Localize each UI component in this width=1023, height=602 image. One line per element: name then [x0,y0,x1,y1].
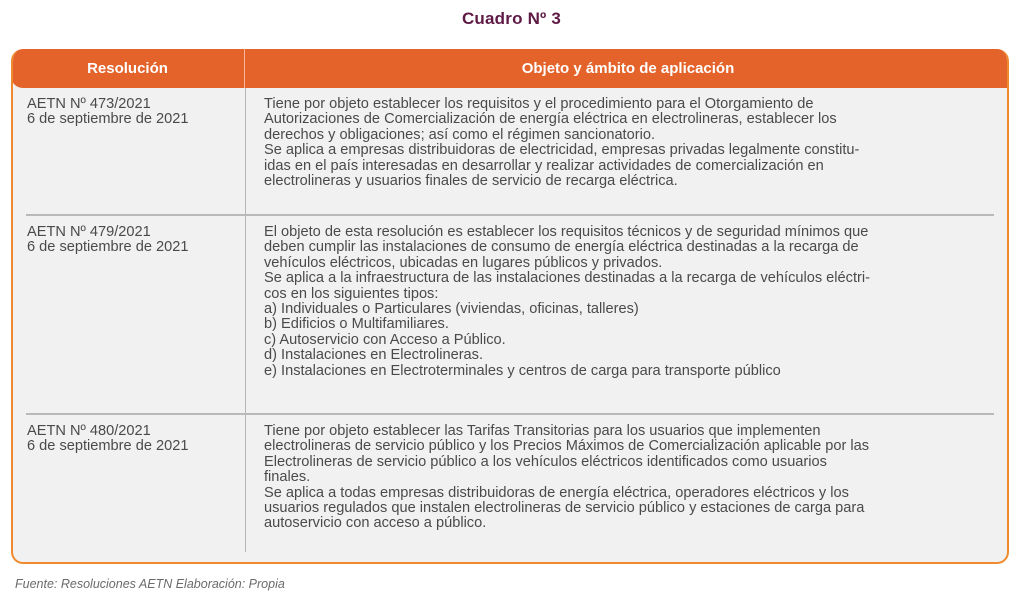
source-note: Fuente: Resoluciones AETN Elaboración: Propia [15,577,285,591]
description-line: autoservicio con acceso a público. [264,515,487,532]
description-line: cos en los siguientes tipos: [264,285,439,302]
description-line: electrolineras y usuarios finales de servicio de recarga eléctrica. [264,173,678,190]
description-line: b) Edificios o Multifamiliares. [264,316,449,333]
header-resolucion: Resolución [11,49,245,88]
description-cell [245,415,1007,552]
resolution-number: AETN Nº 480/2021 [27,423,151,439]
resolutions-table [11,49,1009,564]
resolution-date: 6 de septiembre de 2021 [27,239,189,256]
description-line: Se aplica a la infraestructura de las instalaciones destinadas a la recarga de vehículos eléctri- [264,270,870,287]
description-line: Se aplica a empresas distribuidoras de electricidad, empresas privadas legalmente constitu- [264,142,860,159]
resolution-number: AETN Nº 473/2021 [27,96,151,112]
table-row [13,216,1007,413]
resolution-cell [13,216,245,413]
description-line: derechos y obligaciones; así como el régimen sancionatorio. [264,126,656,143]
description-line: Autorizaciones de Comercialización de energía eléctrica en electrolineras, establecer los [264,111,837,128]
description-line: finales. [264,469,311,486]
description-line: Tiene por objeto establecer los requisitos y el procedimiento para el Otorgamiento de [264,96,814,112]
description-line: El objeto de esta resolución es establecer los requisitos técnicos y de seguridad mínimos que [264,224,869,240]
description-line: d) Instalaciones en Electrolineras. [264,347,484,364]
resolution-date: 6 de septiembre de 2021 [27,438,189,455]
description-line: Electrolineras de servicio público a los vehículos eléctricos identificados como usuarios [264,453,827,470]
description-line: Se aplica a todas empresas distribuidoras de energía eléctrica, operadores eléctricos y los [264,484,849,501]
header-objeto: Objeto y ámbito de aplicación [521,60,735,77]
description-line: Tiene por objeto establecer las Tarifas Transitorias para los usuarios que implementen [264,423,821,439]
table-title: Cuadro Nº 3 [461,9,562,28]
resolution-date: 6 de septiembre de 2021 [27,111,189,128]
resolution-number: AETN Nº 479/2021 [27,224,151,240]
description-cell [245,216,1007,413]
description-line: vehículos eléctricos, ubicadas en lugares públicos y privados. [264,254,663,271]
resolution-cell [13,88,245,214]
description-line: e) Instalaciones en Electroterminales y centros de carga para transporte público [264,362,781,379]
table-header [11,49,1009,88]
table-row [13,88,1007,214]
description-line: usuarios regulados que instalen electrolineras de servicio público y estaciones de carga para [264,500,865,517]
description-line: c) Autoservicio con Acceso a Público. [264,331,506,348]
resolution-cell [13,415,245,552]
description-cell [245,88,1007,214]
table-row [13,415,1007,552]
description-line: deben cumplir las instalaciones de consumo de energía eléctrica destinadas a la recarga de [264,239,859,256]
description-line: idas en el país interesadas en desarrollar y realizar actividades de comercialización en [264,157,824,174]
description-line: a) Individuales o Particulares (viviendas, oficinas, talleres) [264,301,639,318]
description-line: electrolineras de servicio público y los Precios Máximos de Comercialización aplicable por las [264,438,870,455]
